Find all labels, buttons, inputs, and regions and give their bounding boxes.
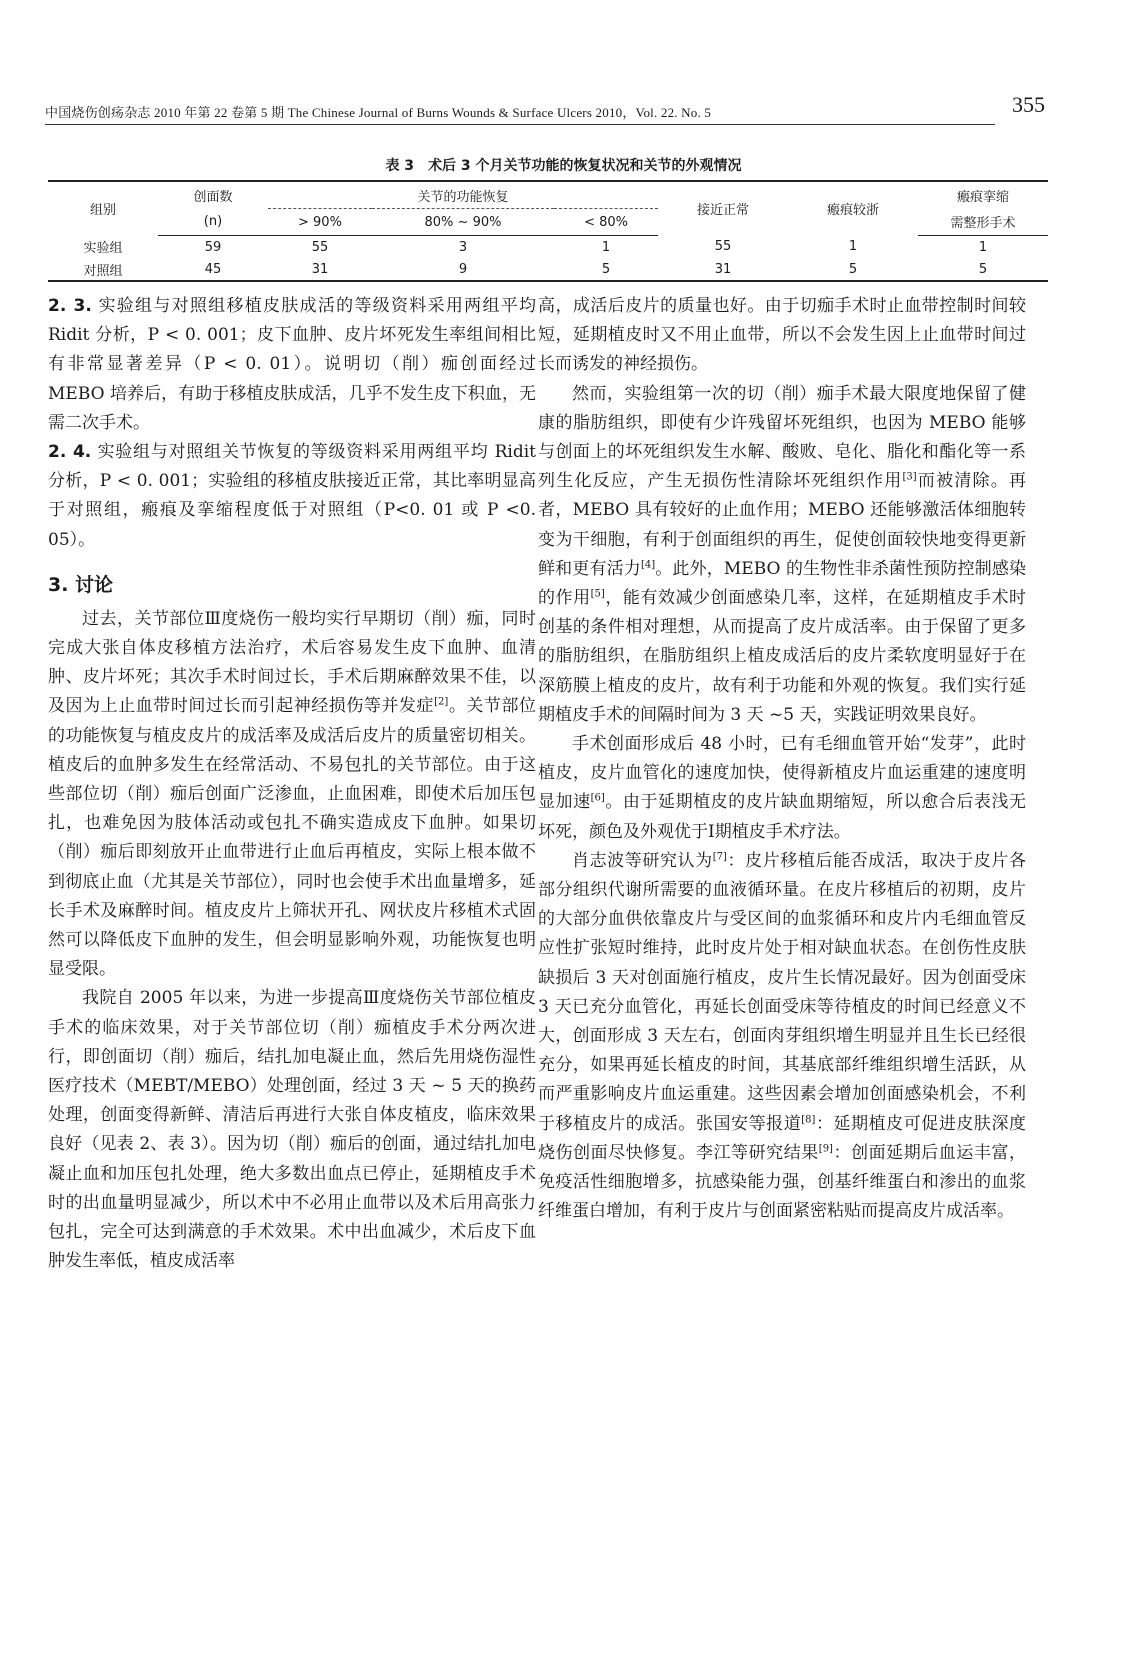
section-2-4 xyxy=(48,438,536,555)
header-recovery: 关节的功能恢复 xyxy=(268,181,658,209)
cell-group: 对照组 xyxy=(83,263,123,279)
header-contracture-1: 瘢痕挛缩 xyxy=(956,189,1009,205)
discussion-paragraph-1: 过去，关节部位Ⅲ度烧伤一般均实行早期切（削）痂，同时完成大张自体皮移植方法治疗，术后容易发生皮下血肿、血清肿、皮片坏死；其次手术时间过长，手术后期麻醉效果不佳，以及因为上止血带时间过长而引起神经损伤等并发症[2]。关节部位的功能恢复与植皮皮片的成活率及成活后皮片的质量密切相关。植皮后的血肿多发生在经常活动、不易包扎的关节部位。由于这些部位切（削）痂后创面广泛渗血，止血困难，即使术后加压包扎，也难免因为肢体活动或包扎不确实造成皮下血肿。如果切（削）痂后即刻放开止血带进行止血后再植皮，实际上根本做不到彻底止血（尤其是关节部位），同时也会使手术出血量增多，延长手术及麻醉时间。植皮皮片上筛状开孔、网状皮片移植术式固然可以降低皮下血肿的发生，但会明显影响外观，功能恢复也明显受限。 xyxy=(48,608,537,980)
header-near-normal: 接近正常 xyxy=(696,203,749,219)
cell-n: 45 xyxy=(204,261,222,277)
cell-gt90: 55 xyxy=(311,239,329,255)
right-column xyxy=(538,292,1026,1227)
cell-lt80: 5 xyxy=(601,261,611,277)
header-wounds-unit: (n) xyxy=(158,209,268,236)
section-2-3-text: 实验组与对照组移植皮肤成活的等级资料采用两组平均 Ridit 分析，P < 0. 001；皮下血肿、皮片坏死发生率组间相比有非常显著差异（P < 0. 01）。说明切（削）痂创面经过 MEBO 培养后，有助于移植皮肤成活，几乎不发生皮下积血，无需二次手术。 xyxy=(48,296,537,433)
page-header xyxy=(45,92,1045,132)
header-group: 组别 xyxy=(89,203,116,219)
citation-ref: [6] xyxy=(590,792,605,804)
cell-gt90: 31 xyxy=(311,261,329,277)
citation-ref: [8] xyxy=(801,1114,816,1126)
discussion-paragraph-2: 我院自 2005 年以来，为进一步提高Ⅲ度烧伤关节部位植皮手术的临床效果，对于关节部位切（削）痂植皮手术分两次进行，即创面切（削）痂后，结扎加电凝止血，然后先用烧伤湿性医疗技术（MEBT/MEBO）处理创面，经过 3 天 ~ 5 天的换药处理，创面变得新鲜、清洁后再进行大张自体皮植皮，临床效果良好（见表 2、表 3）。因为切（削）痂后的创面，通过结扎加电凝止血和加压包扎处理，绝大多数出血点已停止，延期植皮手术时的出血量明显减少，所以术中不必用止血带以及术后用高张力包扎，完全可达到满意的手术效果。术中出血减少，术后皮下血肿发生率低，植皮成活率 xyxy=(48,988,536,1272)
citation-ref: [5] xyxy=(590,588,605,600)
cell-scar: 1 xyxy=(848,239,858,255)
discussion-paragraph-6: 肖志波等研究认为[7]：皮片移植后能否成活，取决于皮片各部分组织代谢所需要的血液循环量。在皮片移植后的初期，皮片的大部分血供依靠皮片与受区间的血浆循环和皮片内毛细血管反应性扩张短时维持，此时皮片处于相对缺血状态。在创伤性皮肤缺损后 3 天对创面施行植皮，皮片生长情况最好。因为创面受床 3 天已充分血管化，再延长创面受床等待植皮的时间已经意义不大，创面形成 3 天左右，创面肉芽组织增生明显并且生长已经很充分，如果再延长植皮的时间，其基底部纤维组织增生活跃，从而严重影响皮片血运重建。这些因素会增加创面感染机会，不利于移植皮片的成活。张国安等报道[8]：延期植皮可促进皮肤深度烧伤创面尽快修复。李江等研究结果[9]：创面延期后血运丰富，免疫活性细胞增多，抗感染能力强，创基纤维蛋白和渗出的血浆纤维蛋白增加，有利于皮片与创面紧密粘贴而提高皮片成活率。 xyxy=(538,850,1027,1222)
table-label: 表 3 xyxy=(385,158,415,174)
journal-info: 中国烧伤创疡杂志 2010 年第 22 卷第 5 期 The Chinese Journal of Burns Wounds & Surface Ulcers 2010，Vol. 22. No. 5 xyxy=(45,105,712,120)
left-column xyxy=(48,292,536,1277)
table-row xyxy=(48,236,1048,259)
cell-mid: 9 xyxy=(458,261,468,277)
citation-ref: [7] xyxy=(712,851,727,863)
header-wounds: 创面数 xyxy=(193,189,233,205)
citation-ref: [3] xyxy=(902,471,917,483)
page-number: 355 xyxy=(1012,92,1045,117)
section-2-4-text: 实验组与对照组关节恢复的等级资料采用两组平均 Ridit 分析，P < 0. 001；实验组的移植皮肤接近正常，其比率明显高于对照组，瘢痕及挛缩程度低于对照组（P<0. 01 或 P <0. 05）。 xyxy=(48,442,536,550)
header-mid: 80% ~ 90% xyxy=(372,209,554,236)
cell-lt80: 1 xyxy=(601,239,611,255)
recovery-table xyxy=(48,180,1048,282)
section-3-heading: 3. 讨论 xyxy=(48,573,114,596)
table-title: 术后 3 个月关节功能的恢复状况和关节的外观情况 xyxy=(428,158,742,174)
table-caption xyxy=(0,155,1141,175)
header-gt90: > 90% xyxy=(268,209,372,236)
cell-contract: 1 xyxy=(978,239,988,255)
section-2-3-number: 2. 3. xyxy=(48,296,92,316)
cell-contract: 5 xyxy=(978,261,988,277)
citation-ref: [2] xyxy=(434,696,449,708)
table-row xyxy=(48,258,1048,281)
cell-n: 59 xyxy=(204,239,222,255)
discussion-paragraph-5: 手术创面形成后 48 小时，已有毛细血管开始“发芽”，此时植皮，皮片血管化的速度加快，使得新植皮片血运重建的速度明显加速[6]。由于延期植皮的皮片缺血期缩短，所以愈合后表浅无坏死，颜色及外观优于Ⅰ期植皮手术疗法。 xyxy=(538,734,1027,842)
cell-mid: 3 xyxy=(458,239,468,255)
discussion-paragraph-3: 高，成活后皮片的质量也好。由于切痂手术时止血带控制时间较短，延期植皮时又不用止血带，所以不会发生因上止血带时间过长而诱发的神经损伤。 xyxy=(538,296,1026,375)
header-lt80: < 80% xyxy=(554,209,658,236)
cell-near: 55 xyxy=(714,239,732,255)
header-contracture-2: 需整形手术 xyxy=(918,209,1048,236)
citation-ref: [9] xyxy=(818,1143,833,1155)
cell-group: 实验组 xyxy=(83,241,123,257)
header-scar-light: 瘢痕较浙 xyxy=(826,203,879,219)
section-2-4-number: 2. 4. xyxy=(48,442,92,463)
section-2-3 xyxy=(48,292,536,438)
cell-scar: 5 xyxy=(848,261,858,277)
header-rule xyxy=(45,124,995,125)
citation-ref: [4] xyxy=(640,559,656,571)
discussion-paragraph-4: 然而，实验组第一次的切（削）痂手术最大限度地保留了健康的脂肪组织，即使有少许残留坏死组织，也因为 MEBO 能够与创面上的坏死组织发生水解、酸败、皂化、脂化和酯化等一系列生化反应，产生无损伤性清除坏死组织作用[3]而被清除。再者，MEBO 具有较好的止血作用；MEBO 还能够激活体细胞转变为干细胞，有利于创面组织的再生，促使创面较快地变得更新鲜和更有活力[4]。此外，MEBO 的生物性非杀菌性预防控制感染的作用[5]，能有效减少创面感染几率，这样，在延期植皮手术时创基的条件相对理想，从而提高了皮片成活率。由于保留了更多的脂肪组织，在脂肪组织上植皮成活后的皮片柔软度明显好于在深筋膜上植皮的皮片，故有利于功能和外观的恢复。我们实行延期植皮手术的间隔时间为 3 天 ~5 天，实践证明效果良好。 xyxy=(538,383,1027,725)
cell-near: 31 xyxy=(714,261,732,277)
